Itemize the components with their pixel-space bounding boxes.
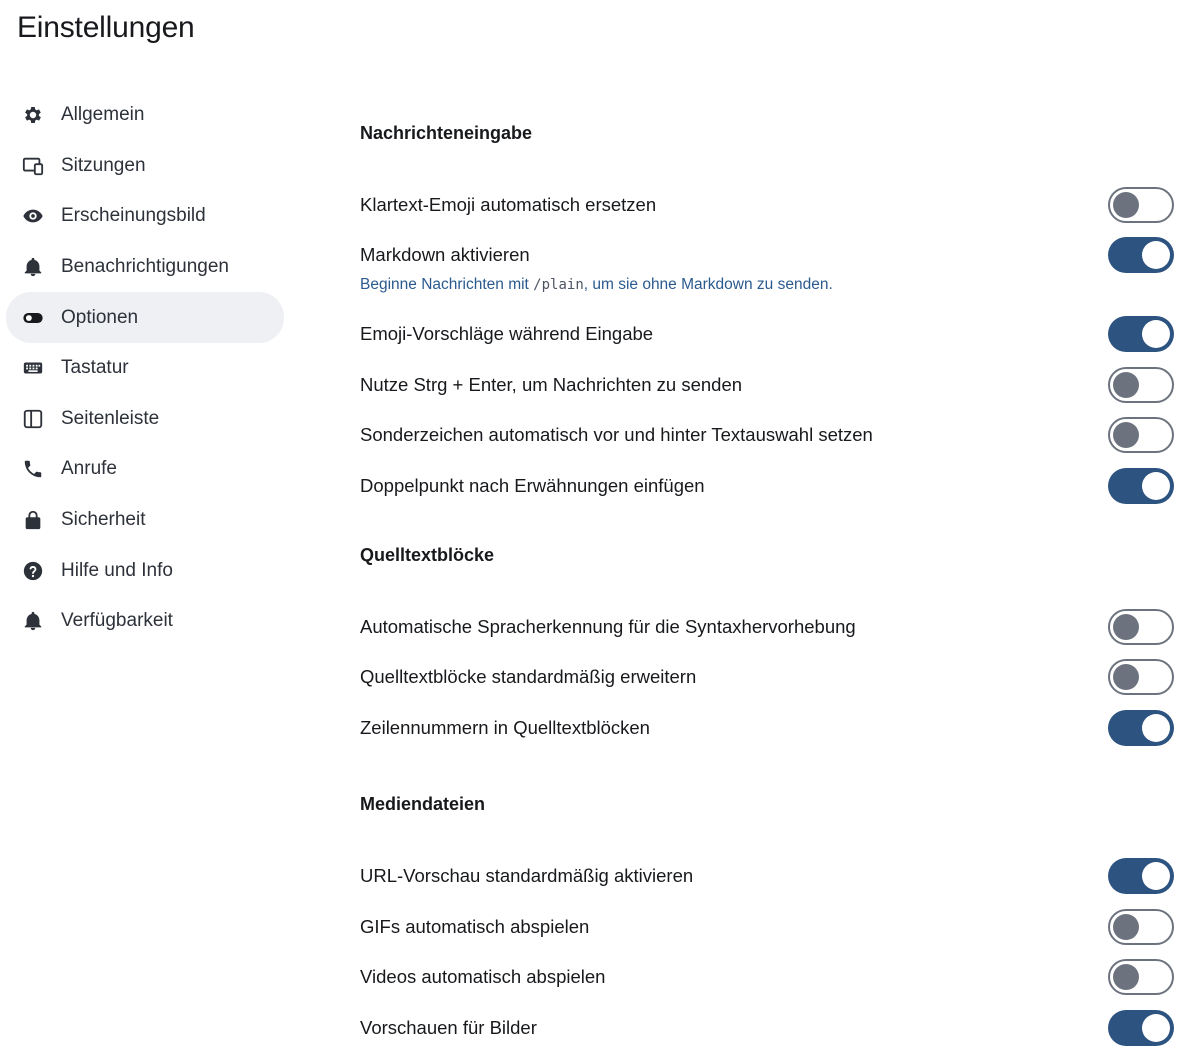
setting-label: GIFs automatisch abspielen bbox=[360, 915, 590, 937]
setting-label: Nutze Strg + Enter, um Nachrichten zu senden bbox=[360, 373, 743, 395]
setting-label: Doppelpunkt nach Erwähnungen einfügen bbox=[360, 474, 705, 496]
sidebar-item-label: Hilfe und Info bbox=[61, 559, 173, 581]
setting-toggle[interactable] bbox=[1108, 468, 1174, 504]
sidebar-item-label: Allgemein bbox=[61, 104, 145, 126]
section-title-code-blocks: Quelltextblöcke bbox=[360, 544, 495, 565]
bell-icon bbox=[20, 608, 46, 634]
setting-toggle[interactable] bbox=[1108, 858, 1174, 894]
sidebar-item-allgemein[interactable] bbox=[6, 90, 284, 141]
setting-row bbox=[360, 416, 1174, 454]
sidebar-item-erscheinungsbild[interactable] bbox=[6, 191, 284, 242]
gear-icon bbox=[20, 102, 46, 128]
setting-label: Automatische Spracherkennung für die Syntaxhervorhebung bbox=[360, 615, 856, 637]
setting-row bbox=[360, 709, 1174, 747]
setting-toggle[interactable] bbox=[1108, 959, 1174, 995]
sidebar-item-label: Verfügbarkeit bbox=[61, 610, 173, 632]
setting-toggle[interactable] bbox=[1108, 659, 1174, 695]
setting-label: Klartext-Emoji automatisch ersetzen bbox=[360, 194, 657, 215]
sidebar-item-label: Optionen bbox=[61, 306, 139, 328]
sidebar-item-label: Tastatur bbox=[61, 357, 129, 379]
sidebar-item-seitenleiste[interactable] bbox=[6, 394, 284, 445]
section-title-media: Mediendateien bbox=[360, 793, 486, 814]
phone-icon bbox=[20, 456, 46, 482]
keyboard-icon bbox=[20, 355, 46, 381]
sidebar-item-tastatur[interactable] bbox=[6, 343, 284, 394]
sidebar-item-label: Benachrichtigungen bbox=[61, 256, 229, 278]
page-title: Einstellungen bbox=[17, 11, 195, 44]
setting-label: Emoji-Vorschläge während Eingabe bbox=[360, 323, 654, 344]
setting-row bbox=[360, 1009, 1174, 1047]
setting-row bbox=[360, 315, 1174, 353]
setting-toggle[interactable] bbox=[1108, 1010, 1174, 1046]
setting-row bbox=[360, 608, 1174, 646]
eye-icon bbox=[20, 203, 46, 229]
sidebar-item-label: Seitenleiste bbox=[61, 407, 160, 429]
setting-row bbox=[360, 186, 1174, 224]
sidebar-item-label: Erscheinungsbild bbox=[61, 205, 206, 227]
sidebar-item-label: Anrufe bbox=[61, 458, 117, 480]
help-icon bbox=[20, 558, 46, 584]
sidebar-item-label: Sitzungen bbox=[61, 154, 146, 176]
setting-label: Vorschauen für Bilder bbox=[360, 1016, 537, 1038]
lock-icon bbox=[20, 507, 46, 533]
settings-sidebar bbox=[6, 90, 284, 647]
setting-label: Zeilennummern in Quelltextblöcken bbox=[360, 716, 650, 738]
setting-toggle[interactable] bbox=[1108, 187, 1174, 223]
setting-label: Quelltextblöcke standardmäßig erweitern bbox=[360, 666, 697, 688]
setting-toggle[interactable] bbox=[1108, 909, 1174, 945]
sidebar-item-sicherheit[interactable] bbox=[6, 495, 284, 546]
setting-label: Markdown aktivieren bbox=[360, 244, 530, 265]
setting-row bbox=[360, 857, 1174, 895]
setting-row bbox=[360, 236, 1174, 274]
setting-label: URL-Vorschau standardmäßig aktivieren bbox=[360, 864, 694, 886]
bell-icon bbox=[20, 254, 46, 280]
sidebar-icon bbox=[20, 406, 46, 432]
setting-row bbox=[360, 958, 1174, 996]
devices-icon bbox=[20, 153, 46, 179]
sidebar-item-sitzungen[interactable] bbox=[6, 141, 284, 192]
sidebar-item-verfuegbarkeit[interactable] bbox=[6, 596, 284, 647]
sidebar-item-label: Sicherheit bbox=[61, 509, 146, 531]
setting-row bbox=[360, 366, 1174, 404]
setting-toggle[interactable] bbox=[1108, 609, 1174, 645]
sidebar-item-hilfe[interactable] bbox=[6, 545, 284, 596]
setting-label: Videos automatisch abspielen bbox=[360, 966, 606, 988]
sidebar-item-optionen[interactable] bbox=[6, 292, 284, 343]
setting-toggle[interactable] bbox=[1108, 367, 1174, 403]
hint-text: , um sie ohne Markdown zu senden. bbox=[583, 276, 833, 293]
hint-text: Beginne Nachrichten mit bbox=[360, 276, 534, 293]
setting-toggle[interactable] bbox=[1108, 237, 1174, 273]
setting-toggle[interactable] bbox=[1108, 710, 1174, 746]
sidebar-item-anrufe[interactable] bbox=[6, 444, 284, 495]
setting-toggle[interactable] bbox=[1108, 316, 1174, 352]
settings-content bbox=[360, 100, 1174, 1047]
section-title-message-input: Nachrichteneingabe bbox=[360, 123, 533, 143]
toggle-icon bbox=[20, 305, 46, 331]
setting-label: Sonderzeichen automatisch vor und hinter Textauswahl setzen bbox=[360, 424, 873, 446]
hint-code: /plain bbox=[533, 277, 584, 293]
setting-row bbox=[360, 908, 1174, 946]
sidebar-item-benachrichtigungen[interactable] bbox=[6, 242, 284, 293]
markdown-hint bbox=[360, 276, 1174, 294]
setting-toggle[interactable] bbox=[1108, 417, 1174, 453]
setting-row bbox=[360, 467, 1174, 505]
setting-row bbox=[360, 658, 1174, 696]
